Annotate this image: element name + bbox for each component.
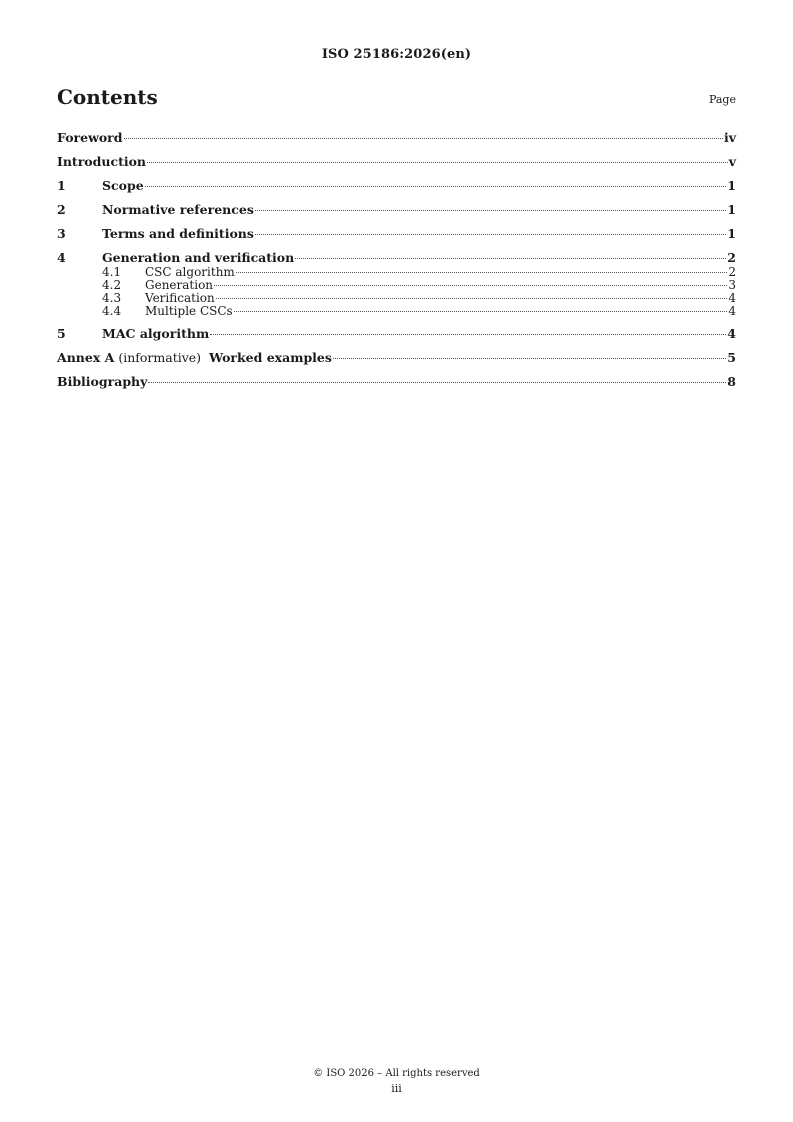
toc-entry-label: Scope bbox=[102, 178, 144, 193]
page-column-label: Page bbox=[708, 93, 736, 106]
dot-leader bbox=[124, 138, 723, 139]
dot-leader bbox=[236, 272, 728, 273]
toc-entry-number: 5 bbox=[57, 326, 66, 341]
dot-leader bbox=[255, 234, 726, 235]
toc-entry-label: Foreword bbox=[57, 130, 123, 145]
toc-subentry-number: 4.4 bbox=[102, 304, 122, 318]
toc-entry-annex-a[interactable] bbox=[57, 350, 736, 366]
toc-entry-page: iv bbox=[723, 130, 736, 145]
toc-entry-number: 4 bbox=[57, 250, 66, 265]
dot-leader bbox=[295, 258, 726, 259]
toc-subentry-number: 4.2 bbox=[102, 278, 122, 292]
toc-entry-page: v bbox=[728, 154, 736, 169]
toc-entry-terms-and-definitions[interactable] bbox=[57, 226, 736, 242]
toc-entry-normative-references[interactable] bbox=[57, 202, 736, 218]
document-id-header: ISO 25186:2026(en) bbox=[321, 47, 472, 62]
toc-entry-label: Introduction bbox=[57, 154, 147, 169]
dot-leader bbox=[333, 358, 726, 359]
toc-entry-scope[interactable] bbox=[57, 178, 736, 194]
toc-entry-generation-and-verification[interactable] bbox=[57, 250, 736, 266]
dot-leader bbox=[214, 285, 727, 286]
toc-entry-mac-algorithm[interactable] bbox=[57, 326, 736, 342]
toc-subentry-number: 4.1 bbox=[102, 265, 122, 279]
copyright-notice: © ISO 2026 – All rights reserved bbox=[313, 1068, 480, 1079]
dot-leader bbox=[255, 210, 726, 211]
contents-title: Contents bbox=[57, 85, 158, 109]
toc-entry-foreword[interactable] bbox=[57, 130, 736, 146]
dot-leader bbox=[234, 311, 728, 312]
toc-entry-label: MAC algorithm bbox=[102, 326, 210, 341]
toc-entry-number: 3 bbox=[57, 226, 66, 241]
toc-subentry-multiple-cscs[interactable] bbox=[57, 305, 736, 318]
toc-subentry-number: 4.3 bbox=[102, 291, 122, 305]
toc-entry-label: Generation and verification bbox=[102, 250, 295, 265]
toc-subentry-page: 4 bbox=[728, 304, 736, 318]
toc-entry-page: 1 bbox=[727, 178, 736, 193]
table-of-contents bbox=[57, 130, 736, 398]
toc-subentry-page: 3 bbox=[728, 278, 736, 292]
toc-entry-number: 1 bbox=[57, 178, 66, 193]
toc-entry-label: Terms and definitions bbox=[102, 226, 254, 241]
toc-entry-bibliography[interactable] bbox=[57, 374, 736, 390]
toc-subentry-label: Multiple CSCs bbox=[145, 304, 233, 318]
toc-subentry-page: 4 bbox=[728, 291, 736, 305]
toc-entry-label: Bibliography bbox=[57, 374, 148, 389]
dot-leader bbox=[147, 162, 728, 163]
toc-entry-number: 2 bbox=[57, 202, 66, 217]
toc-subentry-label: Verification bbox=[145, 291, 215, 305]
toc-entry-page: 1 bbox=[727, 202, 736, 217]
toc-entry-introduction[interactable] bbox=[57, 154, 736, 170]
toc-entry-label: Normative references bbox=[102, 202, 254, 217]
dot-leader bbox=[210, 334, 726, 335]
toc-entry-label: Worked examples bbox=[209, 350, 332, 365]
toc-subentry-label: CSC algorithm bbox=[145, 265, 235, 279]
toc-annex-label: Annex A bbox=[57, 350, 115, 365]
toc-entry-page: 8 bbox=[727, 374, 736, 389]
toc-entry-page: 5 bbox=[727, 350, 736, 365]
toc-subentry-page: 2 bbox=[728, 265, 736, 279]
toc-entry-page: 4 bbox=[727, 326, 736, 341]
toc-annex-type: (informative) bbox=[118, 350, 202, 365]
dot-leader bbox=[145, 186, 727, 187]
dot-leader bbox=[216, 298, 728, 299]
page-number: iii bbox=[391, 1082, 402, 1095]
dot-leader bbox=[148, 382, 726, 383]
toc-subentry-label: Generation bbox=[145, 278, 214, 292]
page-footer bbox=[0, 1066, 793, 1096]
toc-entry-page: 1 bbox=[727, 226, 736, 241]
toc-entry-page: 2 bbox=[727, 250, 736, 265]
